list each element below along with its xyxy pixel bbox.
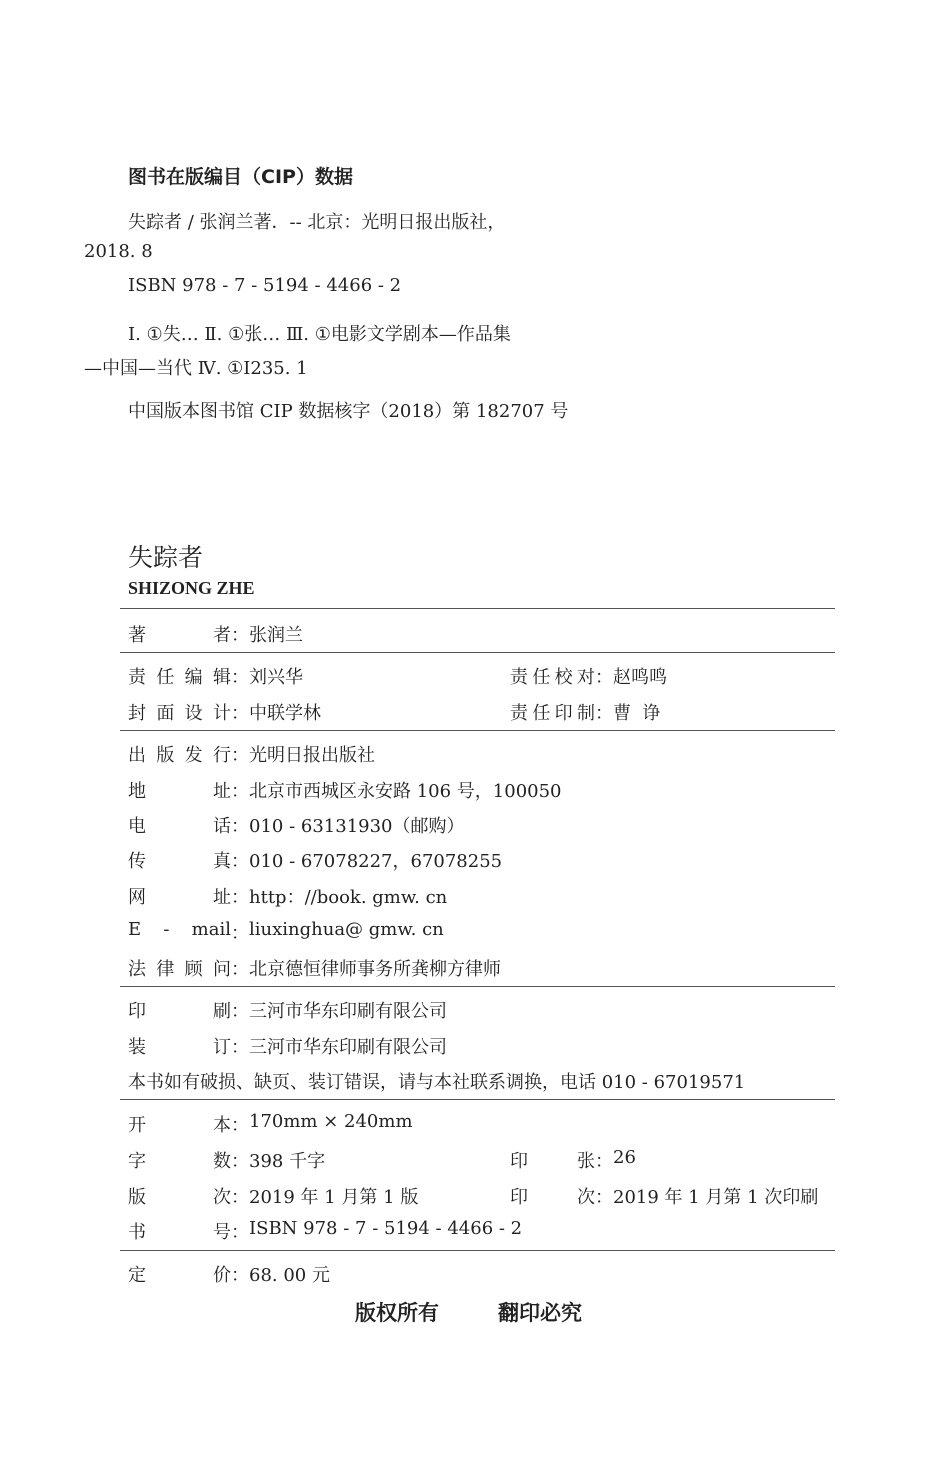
legal-value: 北京德恒律师事务所龚柳方律师 <box>249 959 501 980</box>
impression-row: 印次 ： 2019 年 1 月第 1 次印刷 <box>510 1183 818 1209</box>
publisher-value: 光明日报出版社 <box>249 745 375 766</box>
book-pinyin: SHIZONG ZHE <box>128 578 255 598</box>
editor-label: 责任编辑 <box>128 667 231 688</box>
publisher-label: 出版发行 <box>128 745 231 766</box>
cip-heading: 图书在版编目（CIP）数据 <box>128 166 353 188</box>
format-row: 开本 ： 170mm × 240mm <box>128 1111 413 1136</box>
cip-line-1: 失踪者 / 张润兰著．-- 北京：光明日报出版社， <box>128 212 506 233</box>
words-row: 字数 ： 398 千字 <box>128 1147 325 1173</box>
binder-value: 三河市华东印刷有限公司 <box>249 1037 447 1058</box>
cover-design-value: 中联学林 <box>249 703 321 724</box>
proofreader-label: 责任校对 <box>510 667 595 688</box>
price-value: 68. 00 元 <box>249 1265 330 1286</box>
legal-label: 法律顾问 <box>128 959 231 980</box>
website-row: 网址 ： http：//book. gmw. cn <box>128 883 447 909</box>
edition-label: 版次 <box>128 1187 231 1208</box>
email-label: E - mail <box>128 919 231 940</box>
divider <box>120 1250 835 1251</box>
binder-row: 装订 ： 三河市华东印刷有限公司 <box>128 1033 447 1059</box>
editor-value: 刘兴华 <box>249 667 303 688</box>
impression-value: 2019 年 1 月第 1 次印刷 <box>613 1187 819 1208</box>
fax-row: 传真 ： 010 - 67078227，67078255 <box>128 847 502 873</box>
cip-line-3: ISBN 978 - 7 - 5194 - 4466 - 2 <box>128 275 402 296</box>
website-label: 网址 <box>128 887 231 908</box>
publisher-row: 出版发行 ： 光明日报出版社 <box>128 741 375 767</box>
printer-label: 印刷 <box>128 1001 231 1022</box>
author-value: 张润兰 <box>249 625 303 646</box>
proofreader-row: 责任校对 ： 赵鸣鸣 <box>510 663 667 689</box>
proofreader-value: 赵鸣鸣 <box>613 667 667 688</box>
edition-value: 2019 年 1 月第 1 版 <box>249 1187 419 1208</box>
book-title: 失踪者 <box>128 543 204 572</box>
cover-design-label: 封面设计 <box>128 703 231 724</box>
print-manager-label: 责任印制 <box>510 703 595 724</box>
author-row: 著者 ： 张润兰 <box>128 621 303 647</box>
address-label: 地址 <box>128 781 231 802</box>
editor-row: 责任编辑 ： 刘兴华 <box>128 663 303 689</box>
words-label: 字数 <box>128 1151 231 1172</box>
edition-row: 版次 ： 2019 年 1 月第 1 版 <box>128 1183 418 1209</box>
replacement-notice: 本书如有破损、缺页、装订错误，请与本社联系调换，电话 010 - 67019571 <box>128 1072 746 1093</box>
format-label: 开本 <box>128 1115 231 1136</box>
website-value: http：//book. gmw. cn <box>249 887 448 908</box>
format-value: 170mm × 240mm <box>249 1111 413 1132</box>
cip-line-2: 2018. 8 <box>84 241 153 262</box>
divider <box>120 608 835 609</box>
fax-value: 010 - 67078227，67078255 <box>249 851 503 872</box>
cover-design-row: 封面设计 ： 中联学林 <box>128 699 321 725</box>
sheets-value: 26 <box>613 1147 636 1168</box>
isbn-label: 书号 <box>128 1222 231 1243</box>
divider <box>120 1099 835 1100</box>
phone-value: 010 - 63131930（邮购） <box>249 816 465 837</box>
print-manager-row: 责任印制 ： 曹 诤 <box>510 699 660 725</box>
impression-label: 印次 <box>510 1187 595 1208</box>
price-row: 定价 ： 68. 00 元 <box>128 1261 330 1287</box>
author-label: 著者 <box>128 625 231 646</box>
print-manager-value: 曹 诤 <box>613 703 661 724</box>
divider <box>120 652 835 653</box>
piracy-prohibited: 翻印必究 <box>498 1301 582 1325</box>
address-value: 北京市西城区永安路 106 号，100050 <box>249 781 562 802</box>
divider <box>120 986 835 987</box>
fax-label: 传真 <box>128 851 231 872</box>
rights-reserved: 版权所有 <box>355 1301 439 1325</box>
isbn-value: ISBN 978 - 7 - 5194 - 4466 - 2 <box>249 1218 523 1239</box>
words-value: 398 千字 <box>249 1151 326 1172</box>
email-row: E - mail ： liuxinghua@ gmw. cn <box>128 919 444 944</box>
cip-line-6: 中国版本图书馆 CIP 数据核字（2018）第 182707 号 <box>128 401 569 422</box>
isbn-row: 书号 ： ISBN 978 - 7 - 5194 - 4466 - 2 <box>128 1218 523 1243</box>
printer-row: 印刷 ： 三河市华东印刷有限公司 <box>128 997 447 1023</box>
legal-row: 法律顾问 ： 北京德恒律师事务所龚柳方律师 <box>128 955 501 981</box>
cip-line-5: —中国—当代 Ⅳ. ①I235. 1 <box>84 358 308 379</box>
price-label: 定价 <box>128 1265 231 1286</box>
sheets-row: 印张 ： 26 <box>510 1147 636 1172</box>
phone-label: 电话 <box>128 816 231 837</box>
cip-line-4: Ⅰ. ①失… Ⅱ. ①张… Ⅲ. ①电影文学剧本—作品集 <box>128 324 511 345</box>
phone-row: 电话 ： 010 - 63131930（邮购） <box>128 812 465 838</box>
printer-value: 三河市华东印刷有限公司 <box>249 1001 447 1022</box>
sheets-label: 印张 <box>510 1151 595 1172</box>
email-value: liuxinghua@ gmw. cn <box>249 919 444 940</box>
binder-label: 装订 <box>128 1037 231 1058</box>
address-row: 地址 ： 北京市西城区永安路 106 号，100050 <box>128 777 562 803</box>
divider <box>120 730 835 731</box>
